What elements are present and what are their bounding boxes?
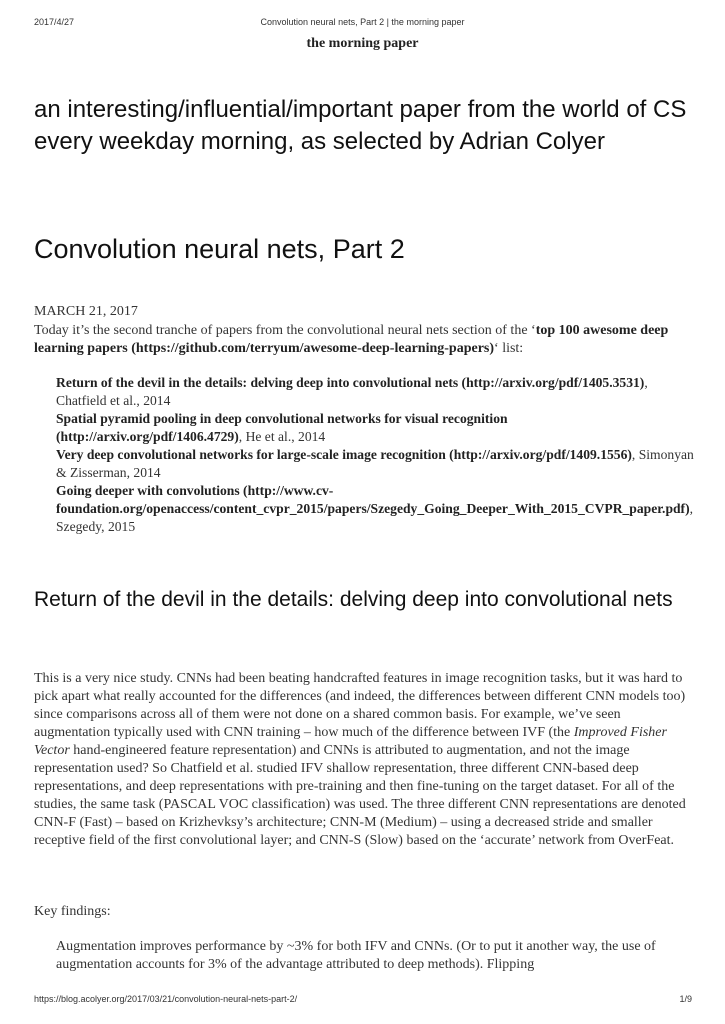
paper-link[interactable]: Going deeper with convolutions (http://www.cv-foundation.org/openaccess/content_cvpr_2015/papers/Szegedy_Going_Deeper_With_2015_CVPR_paper.pdf): [56, 483, 690, 516]
paper-list-item: [56, 446, 696, 482]
paper-authors: , Szegedy, 2015: [56, 501, 694, 534]
post-title: Convolution neural nets, Part 2: [34, 234, 405, 264]
intro-text-before: Today it’s the second tranche of papers from the convolutional neural nets section of the ‘: [34, 323, 536, 338]
paper-list-item: [56, 374, 696, 410]
paper-authors: , Simonyan & Zisserman, 2014: [56, 447, 694, 480]
paper-link[interactable]: Very deep convolutional networks for large-scale image recognition (http://arxiv.org/pdf/1409.1556): [56, 447, 632, 462]
post-date: MARCH 21, 2017: [34, 304, 138, 319]
body-text: hand-engineered feature representation) and CNNs is attributed to augmentation, and not the image representation used? So Chatfield et al. studied IFV shallow representation, three different CNN-based deep representations, and deep representations with pre-training and then fine-tuning on the target dataset. For all of the studies, the same task (PASCAL VOC classification) was used. The three different CNN representations are denoted CNN-F (Fast) – based on Krizhevksy’s architecture; CNN-M (Medium) – using a decreased stride and smaller receptive field of the first convolutional layer; and CNN-S (Slow) based on the ‘accurate’ network from OverFeat.: [34, 743, 686, 848]
top-100-papers-link[interactable]: top 100 awesome deep learning papers (https://github.com/terryum/awesome-deep-learning-papers): [34, 323, 669, 356]
print-footer: [0, 994, 725, 1006]
key-findings-label: Key findings:: [34, 904, 111, 919]
print-url: https://blog.acolyer.org/2017/03/21/convolution-neural-nets-part-2/: [34, 994, 298, 1004]
paper-list: [56, 374, 696, 536]
print-date: 2017/4/27: [34, 17, 75, 27]
body-text: This is a very nice study. CNNs had been beating handcrafted features in image recognition tasks, but it was hard to pick apart what really accounted for the differences (and indeed, the differences between different CNN models too) since comparisons across all of them were not done on a shared common basis. For example, we’ve seen augmentation typically used with CNN training – how much of the difference between IVF (the: [34, 671, 686, 740]
site-title[interactable]: the morning paper: [306, 36, 419, 51]
print-page-title: Convolution neural nets, Part 2 | the morning paper: [260, 17, 465, 27]
body-emphasis: Improved Fisher Vector: [34, 725, 667, 758]
finding-item: Augmentation improves performance by ~3% for both IFV and CNNs. (Or to put it another way, the use of augmentation accounts for 3% of the advantage attributed to deep methods). Flipping: [56, 939, 656, 972]
paper-link[interactable]: Return of the devil in the details: delving deep into convolutional nets (http://arxiv.org/pdf/1405.3531): [56, 375, 645, 390]
intro-paragraph: [34, 322, 694, 358]
section-heading: Return of the devil in the details: delving deep into convolutional nets: [34, 588, 673, 611]
print-header: [0, 17, 725, 29]
body-paragraph: [34, 670, 698, 850]
print-page-number: 1/9: [679, 994, 692, 1004]
paper-link[interactable]: Spatial pyramid pooling in deep convolutional networks for visual recognition (http://arxiv.org/pdf/1406.4729): [56, 411, 508, 444]
intro-text-after: ‘ list:: [494, 341, 524, 356]
paper-authors: , Chatfield et al., 2014: [56, 375, 648, 408]
paper-list-item: [56, 482, 696, 536]
paper-list-item: [56, 410, 696, 446]
site-tagline: an interesting/influential/important paper from the world of CS every weekday morning, as selected by Adrian Colyer: [34, 96, 687, 155]
paper-authors: , He et al., 2014: [238, 429, 326, 444]
